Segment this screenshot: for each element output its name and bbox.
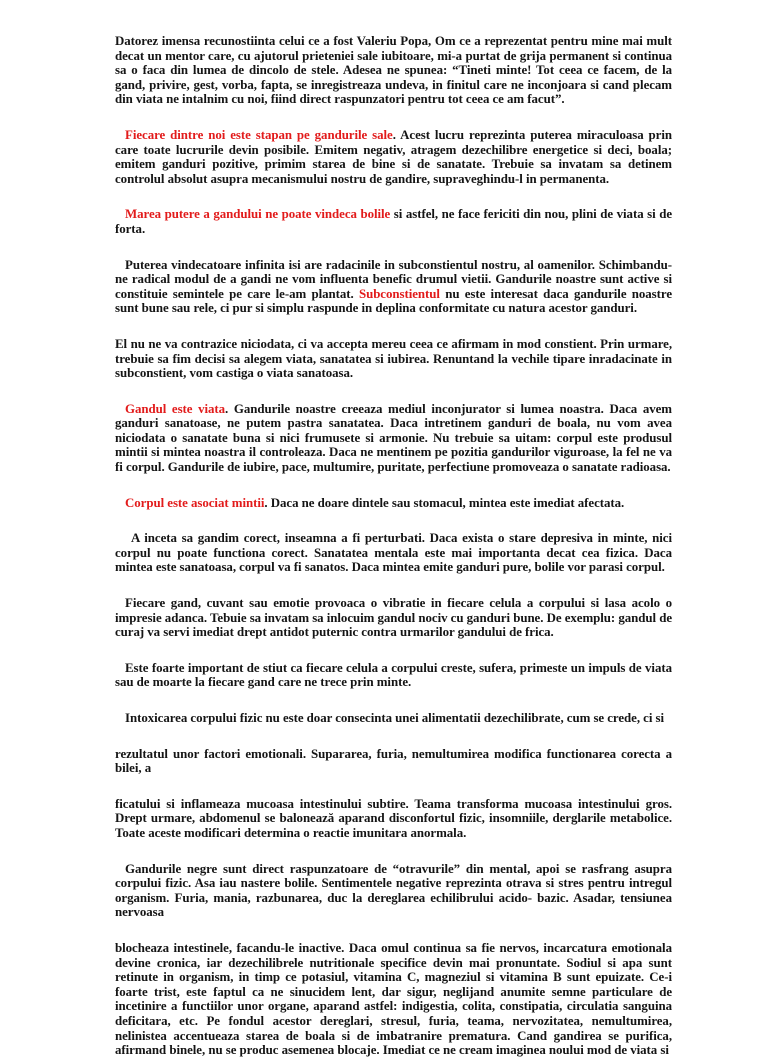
document-page (115, 34, 672, 1058)
paragraph-stapan (115, 128, 672, 186)
paragraph-text: Fiecare gand, cuvant sau emotie provoaca o vibratie in fiecare celula a corpului si lasa acolo o impresie adanca. Tebuie sa invatam sa inlocuim gandul nociv cu ganduri bune. De exemplu: gandul de curaj va servi imediat drept antidot puternic contra urmarilor gandului de frica. (115, 596, 672, 640)
paragraph-text: si astfel, ne face fericiti din nou, plini de viata si de forta. (115, 207, 672, 236)
paragraph-marea-putere (115, 207, 672, 236)
paragraph-blocheaza (115, 941, 672, 1058)
paragraph-text: Intoxicarea corpului fizic nu este doar consecinta unei alimentatii dezechilibrate, cum se crede, ci si (125, 711, 665, 725)
paragraph-text: Puterea vindecatoare infinita isi are radacinile in subconstientul nostru, al oamenilor. Schimbandu-ne radical modul de a gandi ne vom influenta benefic drumul vietii. Gandurile noastre sunt active si constituie semintele pe care le-am plantat. (115, 257, 672, 301)
paragraph-text: El nu ne va contrazice niciodata, ci va accepta mereu ceea ce afirmam in mod constient. Prin urmare, trebuie sa fim decisi sa alegem viata, sanatatea si iubirea. Renuntand la vechile tipare inradacinate in subconstient, vom castiga o viata sanatoasa. (115, 336, 672, 381)
paragraph-puterea-vindecatoare (115, 258, 672, 316)
paragraph-text: Gandurile negre sunt direct raspunzatoare de “otravurile” din mental, apoi se rasfrang asupra corpului fizic. Asa iau nastere bolile. Sentimentele negative reprezinta otrava si stres pentru intregul organism. Furia, mania, razbunarea, duc la dereglarea echilibrului acido- bazic. Asadar, tensiunea nervoasa (115, 861, 672, 920)
highlight-word: Subconstientul (358, 286, 440, 301)
paragraph-corpul-asociat (115, 496, 672, 511)
highlight-phrase: Fiecare dintre noi este stapan pe gandurile sale (125, 127, 393, 142)
paragraph-text: rezultatul unor factori emotionali. Supararea, furia, nemultumirea modifica functionarea corecta a bilei, a (115, 746, 672, 776)
highlight-phrase: Corpul este asociat mintii (125, 495, 265, 510)
paragraph-text: Datorez imensa recunostiinta celui ce a fost Valeriu Popa, Om ce a reprezentat pentru mine mai mult decat un mentor care, cu ajutorul prieteniei sale iubitoare, mi-a purtat de grija permanent si continua sa o faca din lumea de dincolo de stele. Adesea ne spunea: “Tineti minte! Tot ceea ce facem, de la gand, privire, gest, vorba, fapta, se inregistreaza undeva, in finitul care ne inconjoara si cand plecam din viata ne intalnim cu noi, fiind direct raspunzatori pentru tot ceea ce am facut”. (115, 34, 672, 107)
paragraph-a-inceta (115, 531, 672, 575)
highlight-phrase: Gandul este viata (125, 401, 226, 416)
paragraph-important (115, 661, 672, 690)
paragraph-text: nu este interesat daca gandurile noastre sunt bune sau rele, ci pur si simplu raspunde in deplina conformitate cu natura acestor ganduri. (115, 286, 672, 316)
paragraph-rezultatul (115, 747, 672, 776)
paragraph-intro (115, 34, 672, 107)
paragraph-text: ficatului si inflameaza mucoasa intestinului subtire. Teama transforma mucoasa intestinului gros. Drept urmare, abdomenul se balonează aparand disconfortul fizic, insomniile, derglarile metabolice. Toate aceste modificari determina o reactie imunitara anormala. (115, 796, 672, 840)
paragraph-text: . Acest lucru reprezinta puterea miraculoasa prin care toate lucrurile devin posibile. Emitem negativ, atragem dezechilibre energetice si deci, boala; emitem ganduri pozitive, primim starea de bine si de sanatate. Trebuie sa invatam sa detinem controlul absolut asupra mecanismului nostru de gandire, supraveghindu-l in permanenta. (115, 127, 672, 186)
paragraph-text: . Daca ne doare dintele sau stomacul, mintea este imediat afectata. (264, 495, 625, 510)
highlight-phrase: Marea putere a gandului ne poate vindeca bolile (125, 207, 391, 222)
paragraph-gandurile-negre (115, 862, 672, 920)
paragraph-text: . Gandurile noastre creeaza mediul inconjurator si lumea noastra. Daca avem ganduri sanatoase, ne putem pastra sanatatea. Daca intretinem ganduri de boala, nu vom avea niciodata o sanatate buna si nici frumusete si armonie. Nu trebuie sa uitam: corpul este produsul mintii si mintea noastra il controleaza. Daca ne mentinem pe pozitia gandurilor viguroase, la fel ne va fi corpul. Gandurile de iubire, pace, multumire, puritate, perfectiune promoveaza o sanatate radioasa. (115, 401, 672, 475)
paragraph-text: Este foarte important de stiut ca fiecare celula a corpului creste, sufera, primeste un impuls de viata sau de moarte la fiecare gand care ne trece prin minte. (115, 660, 672, 690)
paragraph-intoxicarea (115, 711, 672, 726)
paragraph-text: A inceta sa gandim corect, inseamna a fi perturbati. Daca exista o stare depresiva in minte, nici corpul nu poate functiona corect. Sanatatea mentala este mai importanta decat cea fizica. Daca mintea este sanatoasa, corpul va fi sanatos. Daca mintea emite ganduri pure, bolile vor parasi corpul. (115, 531, 672, 575)
paragraph-ficatului (115, 797, 672, 841)
paragraph-gandul-viata (115, 402, 672, 475)
paragraph-fiecare-gand (115, 596, 672, 640)
paragraph-contrazice (115, 337, 672, 381)
paragraph-text: blocheaza intestinele, facandu-le inactive. Daca omul continua sa fie nervos, incarcatura emotionala devine cronica, iar dezechilibrele nutritionale specifice devin mai pronuntate. Sodiul si apa sunt retinute in organism, in timp ce potasiul, vitamina C, magneziul si vitamina B sunt epuizate. Ce-i foarte trist, este faptul ca ne sinucidem lent, dar sigur, neglijand anumite semne particulare de incetinire a functiilor unor organe, aparand astfel: indigestia, colita, constipatia, circulatia sanguina deficitara, etc. Pe fondul acestor dereglari, stresul, furia, teama, nervozitatea, nemultumirea, nelinistea accentueaza starea de boala si de imbatranire prematura. Cand gandirea se purifica, afirmand binele, nu se produc asemenea blocaje. Imediat ce ne cream imaginea noului mod de viata si (115, 940, 672, 1058)
